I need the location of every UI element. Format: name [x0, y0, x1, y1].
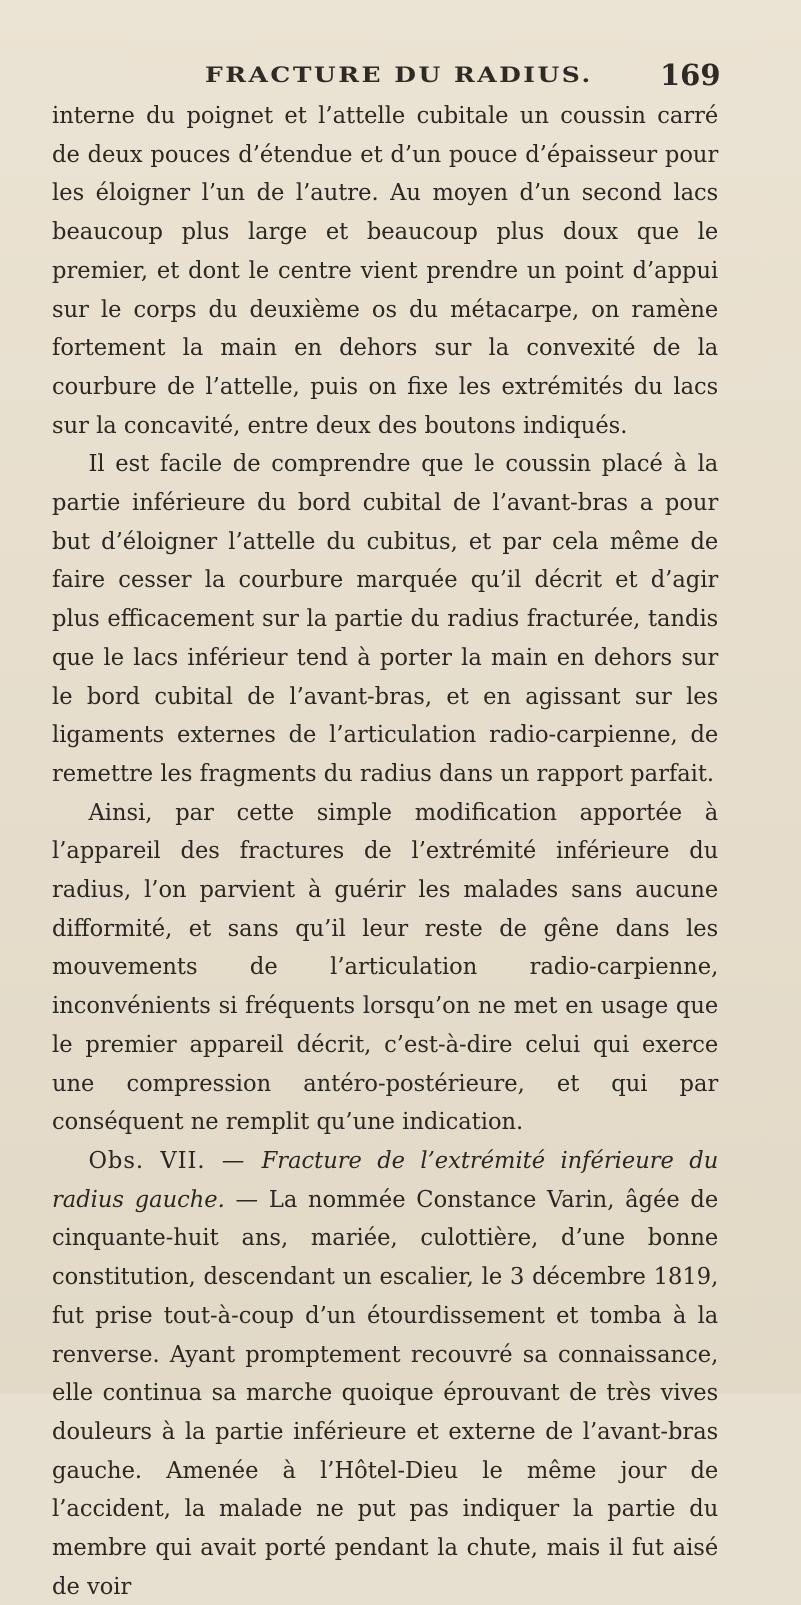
running-title: FRACTURE DU RADIUS.	[205, 62, 593, 87]
paragraph-observation	[52, 1141, 718, 1605]
body-text	[52, 96, 718, 1605]
paragraph-continuation: interne du poignet et l’attelle cubitale un coussin carré de deux pouces d’étendue et d’un pouce d’épaisseur pour les éloigner l’un de l’autre. Au moyen d’un second lacs beaucoup plus large et beaucoup plus doux que le premier, et dont le centre vient prendre un point d’appui sur le corps du deuxième os du métacarpe, on ramène fortement la main en dehors sur la convexité de la courbure de l’attelle, puis on fixe les extrémités du lacs sur la concavité, entre deux des boutons indiqués.	[52, 101, 719, 439]
observation-label: Obs. VII. —	[88, 1145, 262, 1174]
page-header	[0, 50, 801, 90]
paragraph-conclusion: Ainsi, par cette simple modification apportée à l’appareil des fractures de l’extrémité inférieure du radius, l’on parvient à guérir les malades sans aucune difformité, et sans qu’il leur reste de gêne dans les mouvements de l’articulation radio-carpienne, inconvénients si fréquents lorsqu’on ne met en usage que le premier appareil décrit, c’est-à-dire celui qui exerce une compression antéro-postérieure, et qui par conséquent ne remplit qu’une indication.	[52, 797, 719, 1136]
observation-title: Fracture de l’extrémité inférieure du radius gauche.	[52, 1145, 719, 1213]
observation-text: — La nommée Constance Varin, âgée de cinquante-huit ans, mariée, culottière, d’une bonne constitution, descendant un escalier, le 3 décembre 1819, fut prise tout-à-coup d’un étourdissement et tomba à la renverse. Ayant promptement recouvré sa connaissance, elle continua sa marche quoique éprouvant de très vives douleurs à la partie inférieure et externe de l’avant-bras gauche. Amenée à l’Hôtel-Dieu le même jour de l’accident, la malade ne put pas indiquer la partie du membre qui avait porté pendant la chute, mais il fut aisé de voir	[52, 1184, 719, 1600]
page-number: 169	[660, 58, 721, 92]
paragraph-explanation: Il est facile de comprendre que le coussin placé à la partie inférieure du bord cubital de l’avant-bras a pour but d’éloigner l’attelle du cubitus, et par cela même de faire cesser la courbure marquée qu’il décrit et d’agir plus efficacement sur la partie du radius fracturée, tandis que le lacs inférieur tend à porter la main en dehors sur le bord cubital de l’avant-bras, et en agissant sur les ligaments externes de l’articulation radio-carpienne, de remettre les fragments du radius dans un rapport parfait.	[52, 449, 719, 787]
